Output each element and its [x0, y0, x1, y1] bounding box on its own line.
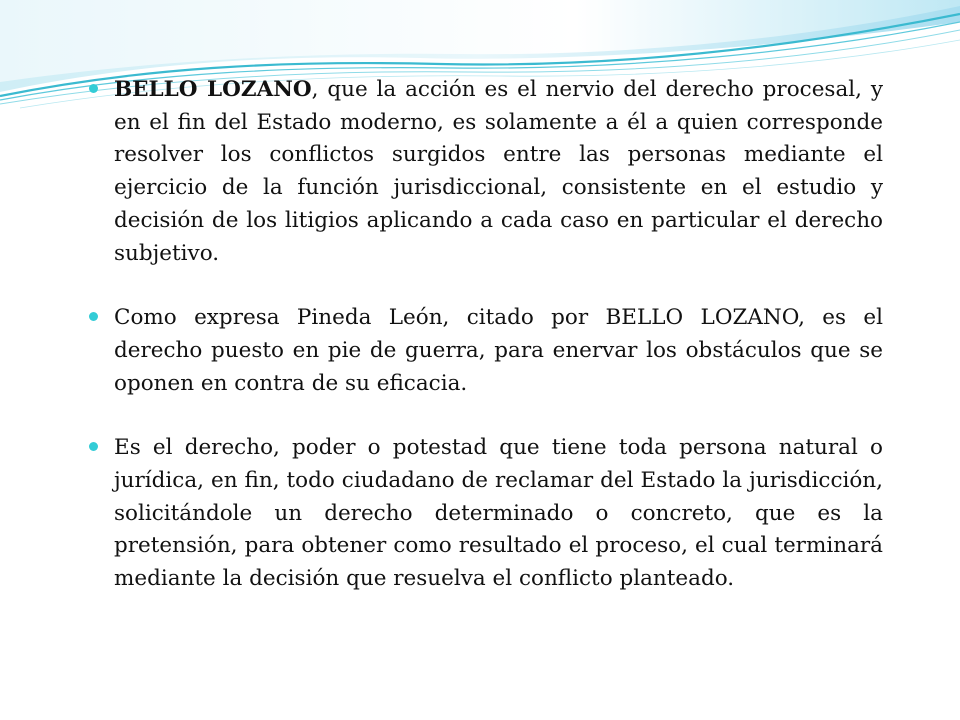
- bullet-list: [83, 74, 883, 628]
- bullet-lead-text: BELLO LOZANO: [114, 77, 312, 102]
- bullet-icon: [89, 84, 98, 93]
- wave-band-front: [0, 0, 960, 82]
- bullet-text: Es el derecho, poder o potestad que tiene toda persona natural o jurídica, en fin, todo ciudadano de reclamar del Estado la jurisdicción, solicitándole un derecho determinado o concreto, que es la pretensión, para obtener como resultado el proceso, el cual terminará mediante la decisión que resuelva el conflicto planteado.: [114, 435, 883, 592]
- bullet-text: , que la acción es el nervio del derecho procesal, y en el fin del Estado moderno, es solamente a él a quien corresponde resolver los conflictos surgidos entre las personas mediante el ejercicio de la función jurisdiccional, consistente en el estudio y decisión de los litigios aplicando a cada caso en particular el derecho subjetivo.: [114, 77, 883, 266]
- list-item: [83, 432, 883, 596]
- bullet-icon: [89, 442, 98, 451]
- bullet-icon: [89, 312, 98, 321]
- list-item: [83, 74, 883, 270]
- bullet-text: Como expresa Pineda León, citado por BELLO LOZANO, es el derecho puesto en pie de guerra, para enervar los obstáculos que se oponen en contra de su eficacia.: [114, 305, 883, 396]
- list-item: [83, 302, 883, 400]
